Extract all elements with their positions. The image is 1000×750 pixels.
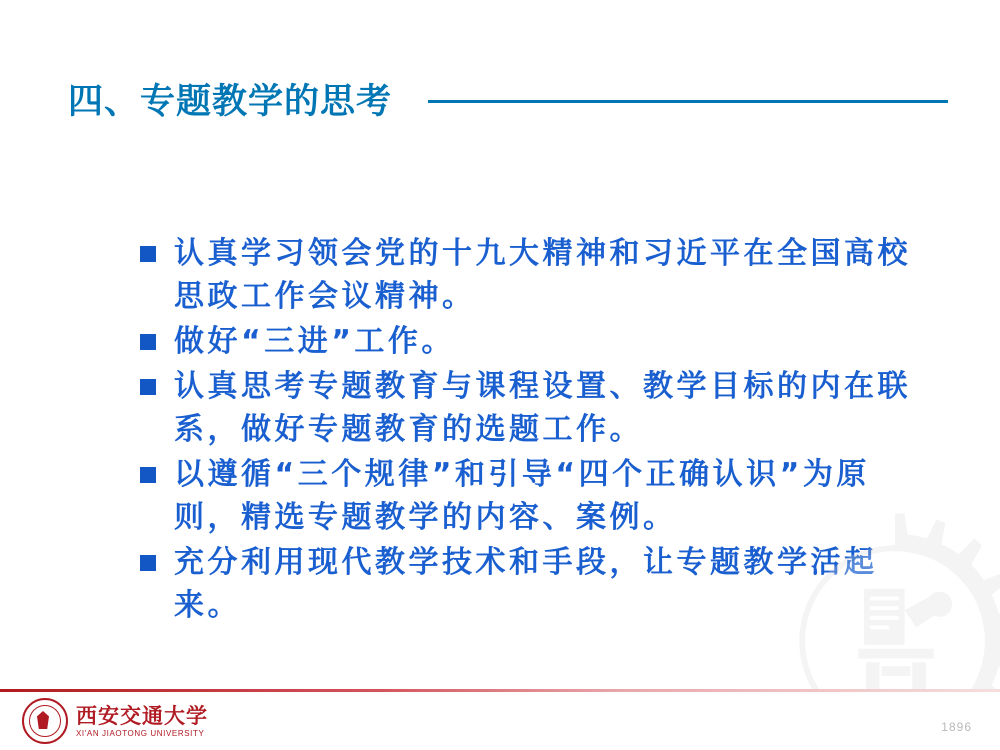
bullet-list	[140, 232, 920, 629]
list-item	[140, 453, 920, 539]
slide-title-row	[68, 74, 948, 124]
list-item	[140, 320, 920, 363]
list-item-text: 认真学习领会党的十九大精神和习近平在全国高校思政工作会议精神。	[174, 236, 911, 314]
square-bullet-icon	[140, 467, 156, 483]
list-item-text: 做好“三进”工作。	[174, 324, 455, 359]
list-item-text: 认真思考专题教育与课程设置、教学目标的内在联系，做好专题教育的选题工作。	[174, 369, 911, 447]
square-bullet-icon	[140, 246, 156, 262]
logo-name-en: XI'AN JIAOTONG UNIVERSITY	[76, 728, 205, 738]
list-item	[140, 541, 920, 627]
square-bullet-icon	[140, 555, 156, 571]
list-item-text: 以遵循“三个规律”和引导“四个正确认识”为原则，精选专题教学的内容、案例。	[174, 457, 870, 535]
list-item	[140, 232, 920, 318]
logo-text	[76, 704, 208, 739]
title-divider	[428, 100, 948, 103]
watermark-year: 1896	[941, 720, 972, 734]
square-bullet-icon	[140, 334, 156, 350]
square-bullet-icon	[140, 379, 156, 395]
logo-name-cn: 西安交通大学	[76, 702, 208, 728]
university-seal-icon	[22, 698, 68, 744]
page-title: 四、专题教学的思考	[68, 82, 393, 122]
list-item	[140, 365, 920, 451]
list-item-text: 充分利用现代教学技术和手段，让专题教学活起来。	[174, 545, 878, 623]
university-logo	[22, 698, 208, 744]
